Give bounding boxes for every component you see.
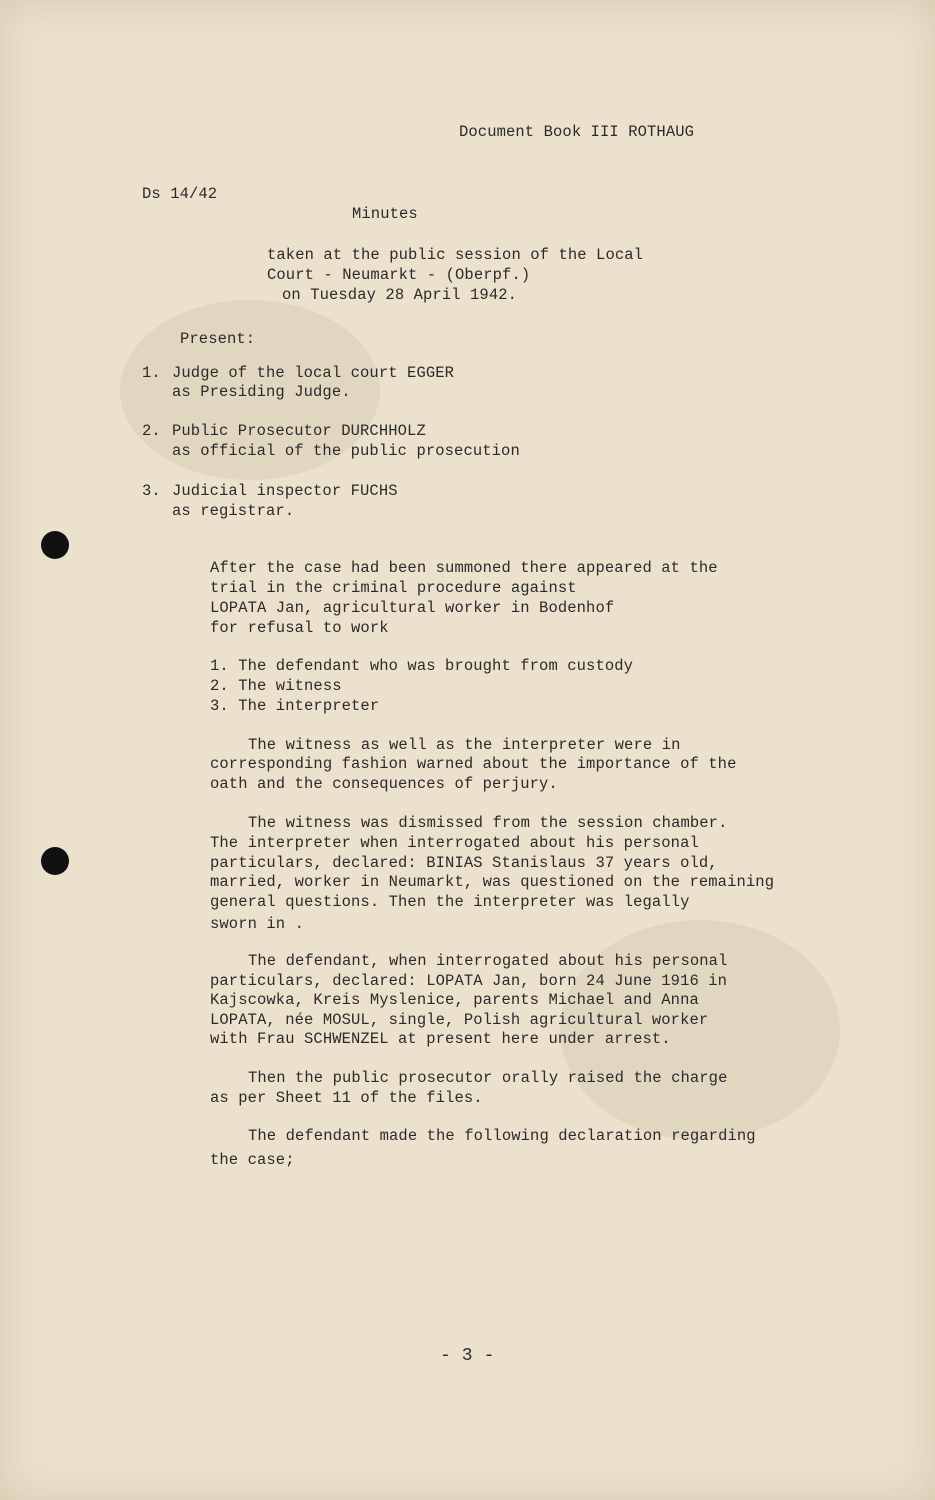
appearance-item: 3. The interpreter: [210, 697, 380, 715]
interpreter-paragraph-line: The witness was dismissed from the session chamber.: [248, 814, 728, 832]
charge-paragraph-line: as per Sheet 11 of the files.: [210, 1089, 483, 1107]
defendant-paragraph-line: with Frau SCHWENZEL at present here under arrest.: [210, 1030, 671, 1048]
trial-paragraph-line: trial in the criminal procedure against: [210, 579, 577, 597]
present-item-number: 3.: [142, 482, 161, 500]
session-line: taken at the public session of the Local: [267, 246, 644, 264]
present-item-number: 1.: [142, 364, 161, 382]
present-item-line: as registrar.: [172, 502, 295, 520]
warning-paragraph-line: The witness as well as the interpreter were in: [248, 736, 681, 754]
present-item-line: as official of the public prosecution: [172, 442, 520, 460]
present-item-number: 2.: [142, 422, 161, 440]
session-line: Court - Neumarkt - (Oberpf.): [267, 266, 531, 284]
punch-hole: [41, 847, 69, 875]
document-header: Document Book III ROTHAUG: [459, 123, 695, 141]
present-item-line: Judge of the local court EGGER: [172, 364, 455, 382]
interpreter-paragraph-line: particulars, declared: BINIAS Stanislaus 37 years old,: [210, 854, 718, 872]
declaration-paragraph-line: The defendant made the following declaration regarding: [248, 1127, 756, 1145]
interpreter-paragraph-line: The interpreter when interrogated about his personal: [210, 834, 699, 852]
interpreter-paragraph-line: married, worker in Neumarkt, was questioned on the remaining: [210, 873, 775, 891]
present-item-line: Public Prosecutor DURCHHOLZ: [172, 422, 426, 440]
warning-paragraph-line: corresponding fashion warned about the importance of the: [210, 755, 737, 773]
appearance-item: 1. The defendant who was brought from custody: [210, 657, 634, 675]
interpreter-paragraph-line: general questions. Then the interpreter was legally: [210, 893, 690, 911]
present-item-line: as Presiding Judge.: [172, 383, 351, 401]
trial-paragraph-line: After the case had been summoned there appeared at the: [210, 559, 718, 577]
defendant-paragraph-line: LOPATA, née MOSUL, single, Polish agricultural worker: [210, 1011, 709, 1029]
defendant-paragraph-line: The defendant, when interrogated about his personal: [248, 952, 728, 970]
session-line: on Tuesday 28 April 1942.: [282, 286, 518, 304]
trial-paragraph-line: for refusal to work: [210, 619, 389, 637]
page-number: - 3 -: [440, 1346, 495, 1366]
present-item-line: Judicial inspector FUCHS: [172, 482, 398, 500]
declaration-paragraph-line: the case;: [210, 1151, 295, 1169]
defendant-paragraph-line: particulars, declared: LOPATA Jan, born 24 June 1916 in: [210, 972, 728, 990]
present-label: Present:: [180, 330, 256, 348]
case-number: Ds 14/42: [142, 185, 218, 203]
appearance-item: 2. The witness: [210, 677, 342, 695]
warning-paragraph-line: oath and the consequences of perjury.: [210, 775, 558, 793]
trial-paragraph-line: LOPATA Jan, agricultural worker in Bodenhof: [210, 599, 615, 617]
interpreter-paragraph-line: sworn in .: [210, 915, 305, 933]
defendant-paragraph-line: Kajscowka, Kreis Myslenice, parents Michael and Anna: [210, 991, 699, 1009]
charge-paragraph-line: Then the public prosecutor orally raised the charge: [248, 1069, 728, 1087]
page-title: Minutes: [352, 205, 418, 223]
punch-hole: [41, 531, 69, 559]
